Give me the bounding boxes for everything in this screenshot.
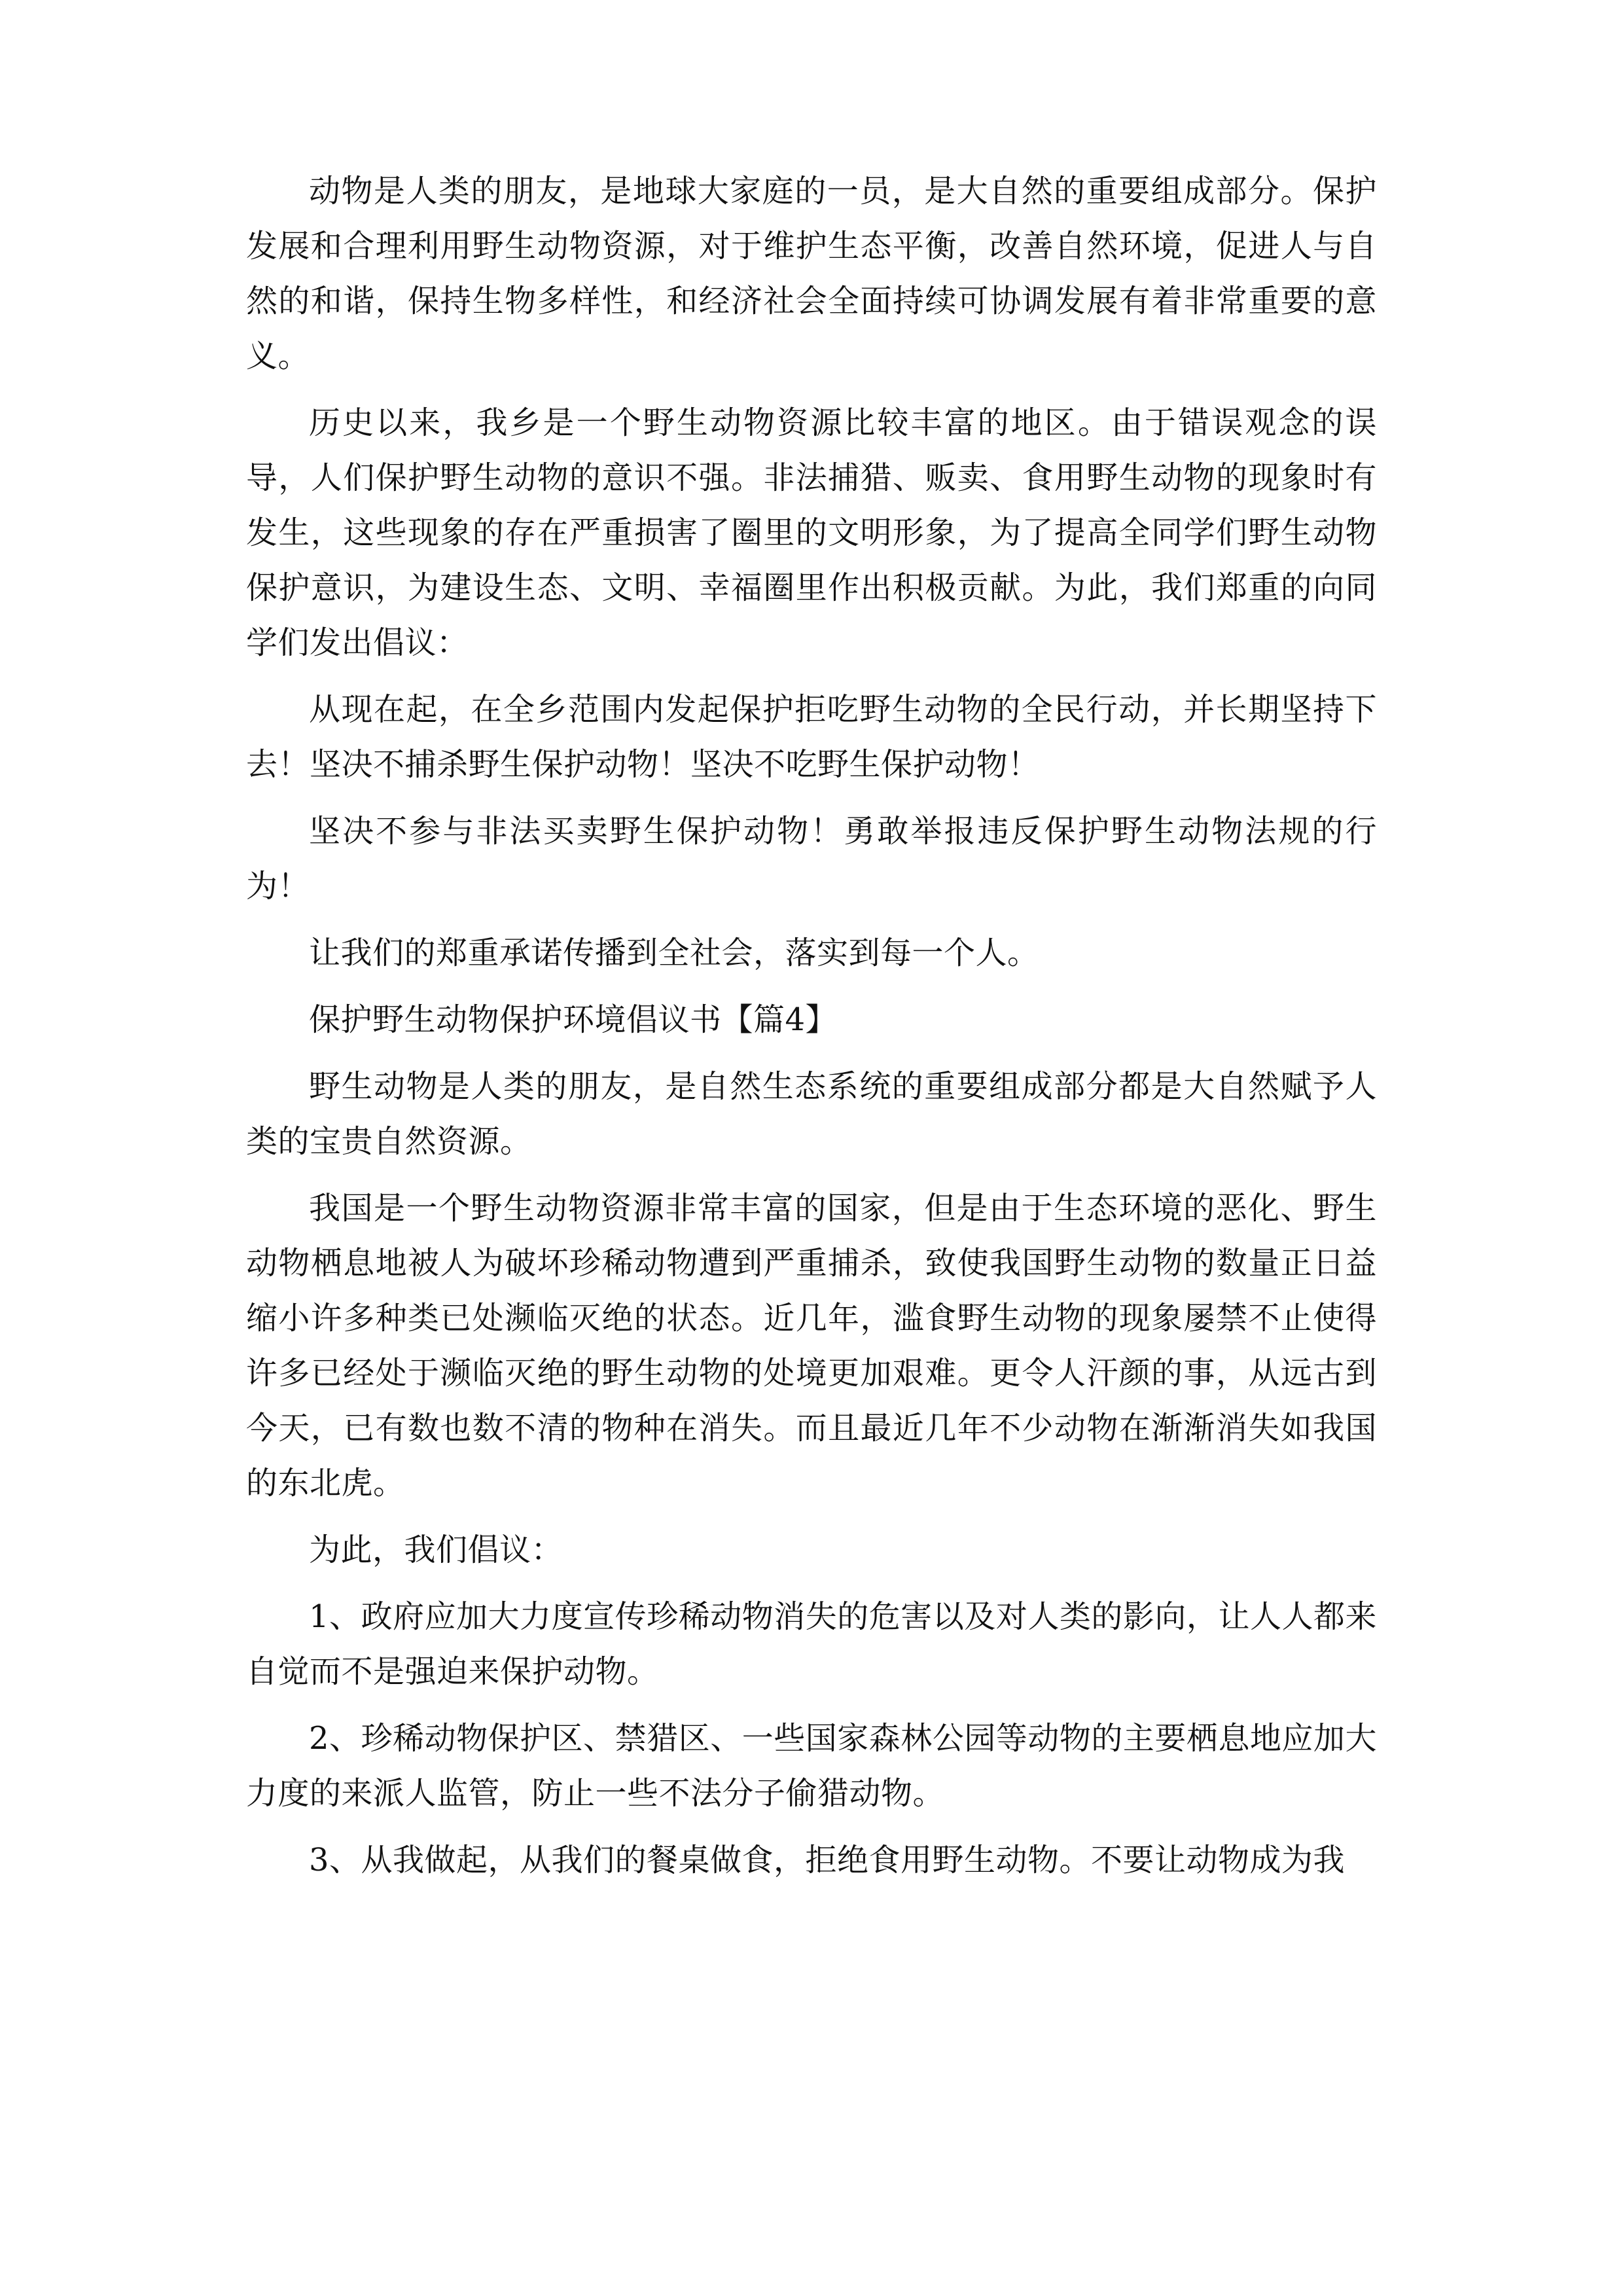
paragraph-action: 从现在起，在全乡范围内发起保护拒吃野生动物的全民行动，并长期坚持下去！坚决不捕杀野生保护动物！坚决不吃野生保护动物！: [246, 691, 1377, 783]
list-item-1: 1、政府应加大力度宣传珍稀动物消失的危害以及对人类的影向，让人人都来自觉而不是强迫来保护动物。: [246, 1598, 1377, 1690]
list-item-2: 2、珍稀动物保护区、禁猎区、一些国家森林公园等动物的主要栖息地应加大力度的来派人监管，防止一些不法分子偷猎动物。: [246, 1720, 1377, 1812]
paragraph-history: 历史以来，我乡是一个野生动物资源比较丰富的地区。由于错误观念的误导，人们保护野生动物的意识不强。非法捕猎、贩卖、食用野生动物的现象时有发生，这些现象的存在严重损害了圈里的文明形象，为了提高全同学们野生动物保护意识，为建设生态、文明、幸福圈里作出积极贡献。为此，我们郑重的向同学们发出倡议：: [246, 404, 1377, 661]
paragraph-commitment: 让我们的郑重承诺传播到全社会，落实到每一个人。: [309, 935, 1039, 971]
section-heading: 保护野生动物保护环境倡议书【篇4】: [309, 1001, 838, 1038]
list-item-3: 3、从我做起，从我们的餐桌做食，拒绝食用野生动物。不要让动物成为我: [309, 1842, 1346, 1878]
paragraph-proposal-intro: 为此，我们倡议：: [309, 1532, 563, 1568]
document-body: [246, 164, 1377, 1899]
paragraph-intro: 动物是人类的朋友，是地球大家庭的一员，是大自然的重要组成部分。保护发展和合理利用野生动物资源，对于维护生态平衡，改善自然环境，促进人与自然的和谐，保持生物多样性，和经济社会全面持续可协调发展有着非常重要的意义。: [246, 173, 1377, 374]
paragraph-country: 我国是一个野生动物资源非常丰富的国家，但是由于生态环境的恶化、野生动物栖息地被人为破坏珍稀动物遭到严重捕杀，致使我国野生动物的数量正日益缩小许多种类已处濒临灭绝的状态。近几年，滥食野生动物的现象屡禁不止使得许多已经处于濒临灭绝的野生动物的处境更加艰难。更令人汗颜的事，从远古到今天，已有数也数不清的物种在消失。而且最近几年不少动物在渐渐消失如我国的东北虎。: [246, 1190, 1377, 1501]
paragraph-no-trade: 坚决不参与非法买卖野生保护动物！勇敢举报违反保护野生动物法规的行为！: [246, 813, 1377, 905]
paragraph-friends: 野生动物是人类的朋友，是自然生态系统的重要组成部分都是大自然赋予人类的宝贵自然资源。: [246, 1068, 1377, 1160]
